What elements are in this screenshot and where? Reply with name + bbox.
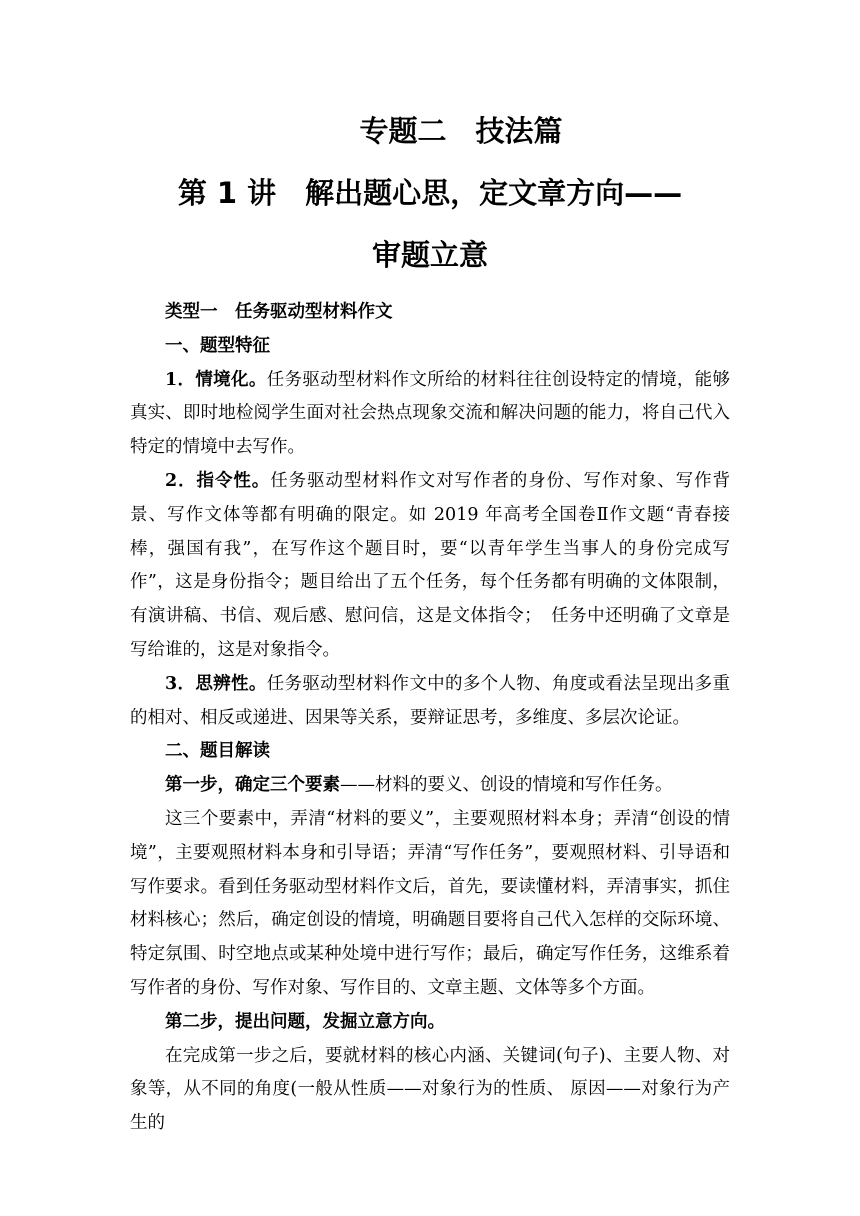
section1-heading: 一、题型特征 xyxy=(165,335,270,356)
item-text: 任务驱动型材料作文对写作者的身份、写作对象、写作背景、写作文体等都有明确的限定。如 2019 年高考全国卷Ⅱ作文题“青春接棒，强国有我”，在写作这个题目时，要“以青年学生当事人的身份完成写作”，这是身份指令；题目给出了五个任务，每个任务都有明确的文体限制，有演讲稿、书信、观后感、慰问信，这是文体指令； 任务中还明确了文章是写给谁的，这是对象指令。 xyxy=(130,470,730,660)
paragraph-2: 在完成第一步之后，要就材料的核心内涵、关键词(句子)、主要人物、对象等，从不同的角度(一般从性质——对象行为的性质、 原因——对象行为产生的 xyxy=(130,1045,730,1134)
step2-line: 第二步，提出问题，发掘立意方向。 xyxy=(165,1011,445,1032)
topic-title: 专题二 技法篇 xyxy=(359,114,563,148)
step1-tail: ——材料的要义、创设的情境和写作任务。 xyxy=(340,775,673,796)
step1-lead: 第一步，确定三个要素 xyxy=(165,775,340,796)
document-page xyxy=(130,100,730,1141)
item-number: 3． xyxy=(165,673,196,694)
type-heading: 类型一 任务驱动型材料作文 xyxy=(165,302,393,322)
item-lead: 指令性。 xyxy=(196,470,271,491)
item-lead: 情境化。 xyxy=(195,369,267,390)
item-lead: 思辨性。 xyxy=(195,673,267,694)
section2-heading: 二、题目解读 xyxy=(165,741,270,762)
item-number: 1． xyxy=(165,369,196,390)
paragraph-1: 这三个要素中，弄清“材料的要义”，主要观照材料本身；弄清“创设的情境”，主要观照材料本身和引导语；弄清“写作任务”，要观照材料、引导语和写作要求。看到任务驱动型材料作文后，首先，要读懂材料，弄清事实，抓住材料核心；然后，确定创设的情境，明确题目要将自己代入怎样的交际环境、特定氛围、时空地点或某种处境中进行写作；最后，确定写作任务，这维系着写作者的身份、写作对象、写作目的、文章主题、文体等多个方面。 xyxy=(130,808,730,998)
feature-item-1 xyxy=(130,364,730,465)
item-text: 任务驱动型材料作文所给的材料往往创设特定的情境，能够真实、即时地检阅学生面对社会热点现象交流和解决问题的能力，将自己代入特定的情境中去写作。 xyxy=(130,369,731,458)
feature-item-3 xyxy=(130,668,730,736)
item-number: 2． xyxy=(165,470,197,491)
lesson-title: 第 1 讲 解出题心思，定文章方向—— xyxy=(177,176,683,210)
step1-line xyxy=(130,769,730,803)
lesson-subtitle: 审题立意 xyxy=(371,238,488,272)
feature-item-2 xyxy=(130,465,730,668)
item-text: 任务驱动型材料作文中的多个人物、角度或看法呈现出多重的相对、相反或递进、因果等关系，要辩证思考，多维度、多层次论证。 xyxy=(130,673,731,728)
